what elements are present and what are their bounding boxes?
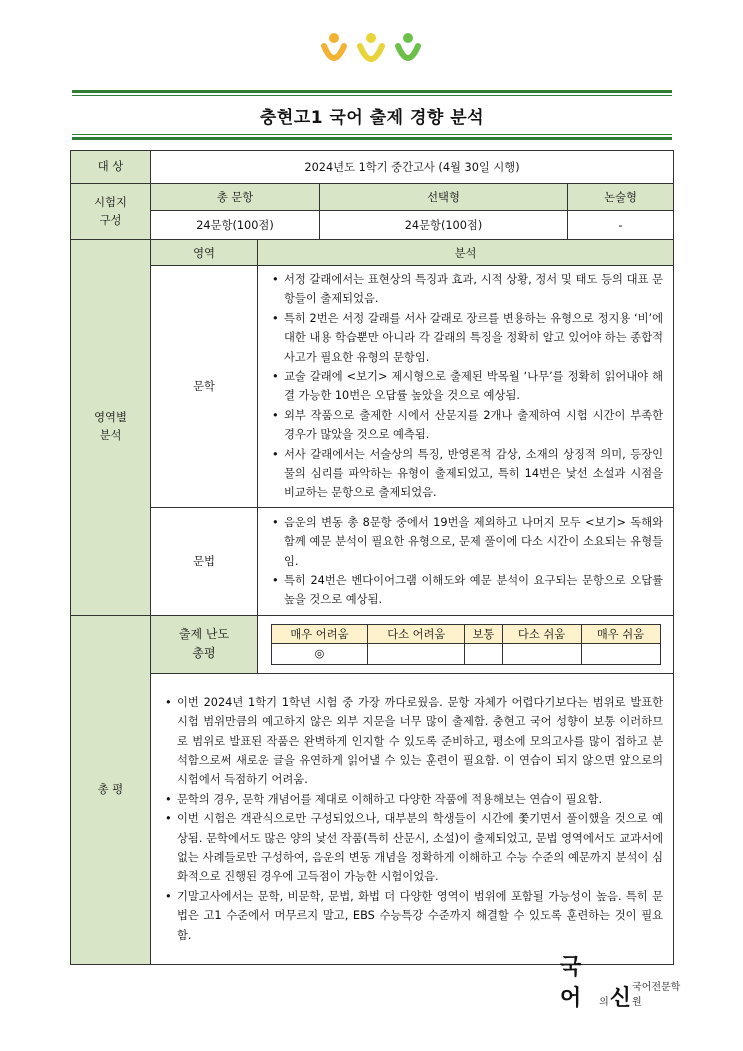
difficulty-mark-very-hard: ◎ [271,643,368,664]
review-content [151,673,674,964]
analysis-table [70,150,674,965]
composition-choice-value: 24문항(100점) [320,211,568,240]
list-item: • 문학의 경우, 문학 개념어를 제대로 이해하고 다양한 작품에 적용해보는 연습이 필요함. [165,790,663,809]
brand-part1: 국어 [560,954,582,1011]
list-item: • 이번 2024년 1학기 1학년 시험 중 가장 까다로웠음. 문항 자체가 어렵다기보다는 범위로 발표한 시험 범위만큼의 예고하지 않은 외부 지문을 너무 많이 출제함. 충현고 국어 성향이 보통 이러하므로 범위로 발표된 작품은 완벽하게 인지할 수 있도록 준비하고, 평소에 모의고사를 많이 접하고 분석함으로써 새로운 글을 유연하게 읽어낼 수 있는 훈련이 필요함. 이 연습이 되지 않으면 앞으로의 시험에서 득점하기 어려움. [165,693,663,790]
list-item: • 이번 시험은 객관식으로만 구성되었으나, 대부분의 학생들이 시간에 쫓기면서 풀이했을 것으로 예상됨. 문학에서도 많은 양의 낯선 작품(특히 산문시, 소설)이 출제되었고, 문법 영역에서도 교과서에 없는 사례들로만 구성하여, 음운의 변동 개념을 정확하게 이해하고 수능 수준의 예문까지 분석이 심화적으로 진행된 경우에 고득점이 가능한 시험이었음. [165,809,663,887]
list-item: • 교술 갈래에 <보기> 제시형으로 출제된 박목월 ‘나무’를 정확히 읽어내야 해결 가능한 10번은 오답률 높았을 것으로 예상됨. [272,367,663,406]
exam-label: 대 상 [71,151,151,184]
brand-part2: 신 [609,985,632,1011]
domain-area-literature: 문학 [151,266,258,508]
footer-brand-logo [560,954,685,1012]
literature-analysis [258,266,674,508]
difficulty-mark-hard [368,643,465,664]
composition-label: 시험지 구성 [71,184,151,240]
composition-essay-value: - [568,211,674,240]
list-item: • 기말고사에서는 문학, 비문학, 문법, 화법 더 다양한 영역이 범위에 포함될 가능성이 높음. 특히 문법은 고1 수준에서 머무르지 말고, EBS 수능특강 수준까지 해결할 수 있도록 훈련하는 것이 필요함. [165,887,663,945]
academy-logo-icon [318,30,424,72]
list-item: • 음운의 변동 총 8문항 중에서 19번을 제외하고 나머지 모두 <보기> 독해와 함께 예문 분석이 필요한 유형으로, 문제 풀이에 다소 시간이 소요되는 유형들임. [272,513,663,571]
difficulty-mark-very-easy [581,643,660,664]
list-item: • 특히 24번은 벤다이어그램 이해도와 예문 분석이 요구되는 문항으로 오답률 높을 것으로 예상됨. [272,571,663,610]
exam-value: 2024년도 1학기 중간고사 (4월 30일 시행) [151,151,674,184]
title-bar [72,90,672,140]
difficulty-cell [258,615,674,673]
composition-header-choice: 선택형 [320,184,568,211]
list-item: • 서정 갈래에서는 표현상의 특징과 효과, 시적 상황, 정서 및 태도 등의 대표 문항들이 출제되었음. [272,270,663,309]
difficulty-scale [271,624,661,665]
domain-col-analysis: 분석 [258,240,674,266]
composition-header-essay: 논술형 [568,184,674,211]
difficulty-level-hard: 다소 어려움 [368,624,465,643]
grammar-analysis [258,507,674,615]
difficulty-level-normal: 보통 [465,624,502,643]
difficulty-level-very-hard: 매우 어려움 [271,624,368,643]
difficulty-mark-easy [502,643,581,664]
list-item: • 서사 갈래에서는 서술상의 특징, 반영론적 감상, 소재의 상징적 의미, 등장인물의 심리를 파악하는 유형이 출제되었고, 특히 14번은 낯선 소설과 시점을 비교하는 문항으로 출제되었음. [272,445,663,503]
difficulty-level-easy: 다소 쉬움 [502,624,581,643]
difficulty-level-very-easy: 매우 쉬움 [581,624,660,643]
composition-total-value: 24문항(100점) [151,211,320,240]
brand-mid: 의 [599,997,609,1008]
list-item: • 외부 작품으로 출제한 시에서 산문지를 2개나 출제하여 시험 시간이 부족한 경우가 많았을 것으로 예측됨. [272,406,663,445]
page-title: 충현고1 국어 출제 경향 분석 [259,107,485,128]
difficulty-label: 출제 난도 총평 [151,615,258,673]
difficulty-mark-normal [465,643,502,664]
brand-sub: 국어전문학원 [632,982,681,1008]
review-label: 총 평 [71,615,151,964]
domain-area-grammar: 문법 [151,507,258,615]
domain-col-area: 영역 [151,240,258,266]
list-item: • 특히 2번은 서정 갈래를 서사 갈래로 장르를 변용하는 유형으로 정지용 ‘비’에 대한 내용 학습뿐만 아니라 각 갈래의 특징을 정확히 알고 있어야 하는 종합적 사고가 필요한 유형의 문항임. [272,309,663,367]
composition-header-total: 총 문항 [151,184,320,211]
domain-analysis-label: 영역별 분석 [71,240,151,616]
